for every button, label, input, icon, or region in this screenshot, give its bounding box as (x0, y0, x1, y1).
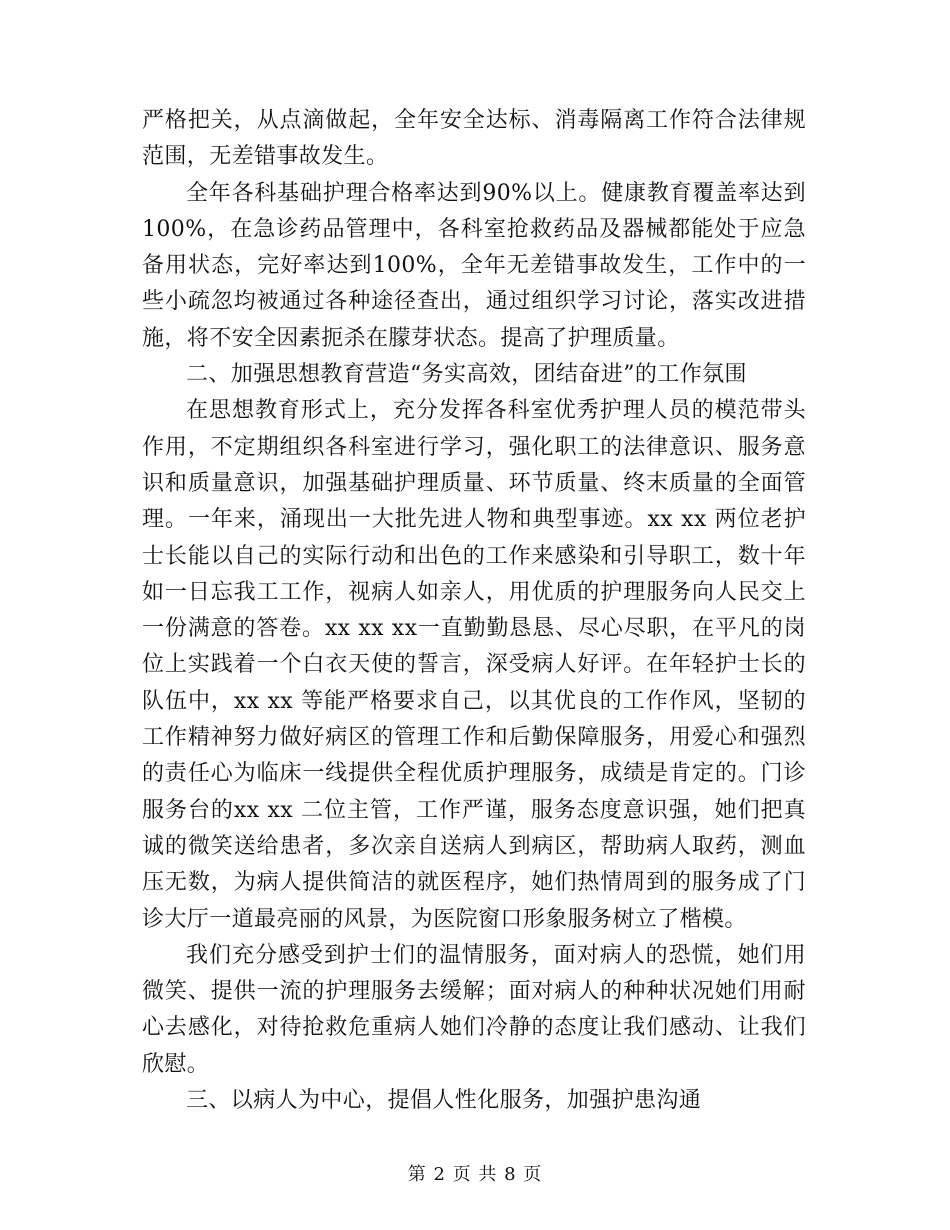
paragraph-4: 我们充分感受到护士们的温情服务，面对病人的恐慌，她们用微笑、提供一流的护理服务去缓解；面对病人的种种状况她们用耐心去感化，对待抢救危重病人她们冷静的态度让我们感动、让我们欣慰。 (142, 942, 806, 1077)
section-heading-3: 三、以病人为中心，提倡人性化服务，加强护患沟通 (186, 1088, 702, 1114)
paragraph-3: 在思想教育形式上，充分发挥各科室优秀护理人员的模范带头作用，不定期组织各科室进行学习，强化职工的法律意识、服务意识和质量意识，加强基础护理质量、环节质量、终末质量的全面管理。一年来，涌现出一大批先进人物和典型事迹。xx xx 两位老护士长能以自己的实际行动和出色的工作来感染和引导职工，数十年如一日忘我工工作，视病人如亲人，用优质的护理服务向人民交上一份满意的答卷。xx xx xx一直勤勤恳恳、尽心尽职，在平凡的岗位上实践着一个白衣天使的誓言，深受病人好评。在年轻护士长的队伍中，xx xx 等能严格要求自己，以其优良的工作作风，坚韧的工作精神努力做好病区的管理工作和后勤保障服务，用爱心和强烈的责任心为临床一线提供全程优质护理服务，成绩是肯定的。门诊服务台的xx xx 二位主管，工作严谨，服务态度意识强，她们把真诚的微笑送给患者，多次亲自送病人到病区，帮助病人取药，测血压无数，为病人提供简洁的就医程序，她们热情周到的服务成了门诊大厅一道最亮丽的风景，为医院窗口形象服务树立了楷模。 (142, 398, 806, 932)
paragraph-1: 严格把关，从点滴做起，全年安全达标、消毒隔离工作符合法律规范围，无差错事故发生。 (142, 108, 806, 170)
document-body (142, 103, 806, 1119)
paragraph-2: 全年各科基础护理合格率达到90%以上。健康教育覆盖率达到100%，在急诊药品管理中，各科室抢救药品及器械都能处于应急备用状态，完好率达到100%，全年无差错事故发生，工作中的一些小疏忽均被通过各种途径查出，通过组织学习讨论，落实改进措施，将不安全因素扼杀在朦芽状态。提高了护理质量。 (142, 180, 806, 351)
section-heading-2: 二、加强思想教育营造“务实高效，团结奋进”的工作氛围 (186, 362, 747, 388)
page-number-footer: 第 2 页 共 8 页 (407, 1164, 543, 1185)
